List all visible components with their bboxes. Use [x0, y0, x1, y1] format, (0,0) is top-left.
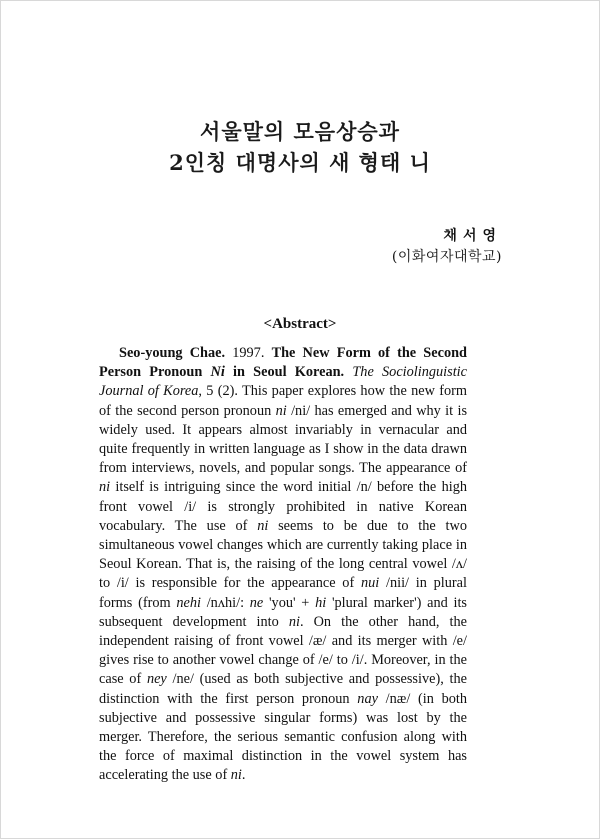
- abstract-text-run: 1997.: [225, 345, 272, 361]
- abstract-text-run: /ni/ has emerged and why it is widely used. It appears almost invariably in vernacular and quite frequently in written language as I show in the data drawn from interviews, novels, and popular songs. The appearance of: [99, 402, 468, 477]
- abstract-text-run: ni: [288, 613, 300, 630]
- abstract-text-run: itself is intriguing since the word initial /n/ before the high front vowel /i/ is strongly prohibited in native Korean vocabulary. The use of: [99, 479, 467, 534]
- abstract-text-run: The New Form of the Second Person Pronoun: [99, 345, 467, 381]
- abstract-heading: <Abstract>: [263, 316, 337, 332]
- abstract-text-run: /nʌhi/:: [200, 594, 250, 611]
- abstract-text-run: nehi: [176, 594, 201, 611]
- abstract-text-run: /næ/ (in both subjective and possessive singular forms) was lost by the merger. Therefore, the serious semantic confusion along with the force of maximal distinction in the vowel system has accelerating the use of: [99, 690, 467, 784]
- abstract-text-run: ni: [257, 517, 269, 534]
- paper-title-line-2: 2인칭 대명사의 새 형태 니: [169, 150, 431, 175]
- abstract-body: [99, 344, 467, 786]
- abstract-text-run: seems to be due to the two simultaneous vowel changes which are currently taking place in Seoul Korean. That is, the raising of the long central vowel /ʌ/ to /i/ is responsible for the appearance of: [99, 517, 467, 592]
- abstract-text-run: ne: [249, 594, 264, 611]
- abstract-text-run: 'you' +: [263, 594, 316, 611]
- abstract-text-run: /ne/ (used as both subjective and possessive), the distinction with the first person pronoun: [99, 671, 467, 707]
- abstract-text-run: ni: [275, 402, 287, 419]
- abstract-text-run: in Seoul Korean.: [224, 364, 345, 381]
- abstract-text-run: ni: [230, 767, 242, 784]
- abstract-text-run: ni: [99, 479, 111, 496]
- abstract-text-run: The Sociolinguistic Journal of Korea: [99, 364, 468, 400]
- abstract-text-run: ney: [146, 671, 167, 688]
- abstract-text-run: nay: [357, 690, 378, 707]
- author-name: 채서영: [443, 228, 502, 244]
- abstract-text-run: /nii/ in plural forms (from: [99, 575, 467, 611]
- paper-title-line-1: 서울말의 모음상승과: [200, 119, 400, 144]
- abstract-text-run: , 5 (2). This paper explores how the new form of the second person pronoun: [99, 383, 467, 419]
- abstract-text-run: hi: [315, 594, 327, 611]
- abstract-text-run: .: [241, 767, 246, 784]
- abstract-text-run: . On the other hand, the independent raising of front vowel /æ/ and its merger with /e/ gives rise to another vowel change of /e/ to /i/. Moreover, in the case of: [99, 613, 468, 688]
- abstract-text-run: 'plural marker') and its subsequent development into: [99, 594, 467, 630]
- abstract-text-run: nui: [360, 575, 380, 592]
- author-affiliation: (이화여자대학교): [391, 249, 502, 265]
- abstract-text-run: Seo-young Chae.: [119, 345, 226, 361]
- abstract-text-run: Ni: [210, 364, 225, 381]
